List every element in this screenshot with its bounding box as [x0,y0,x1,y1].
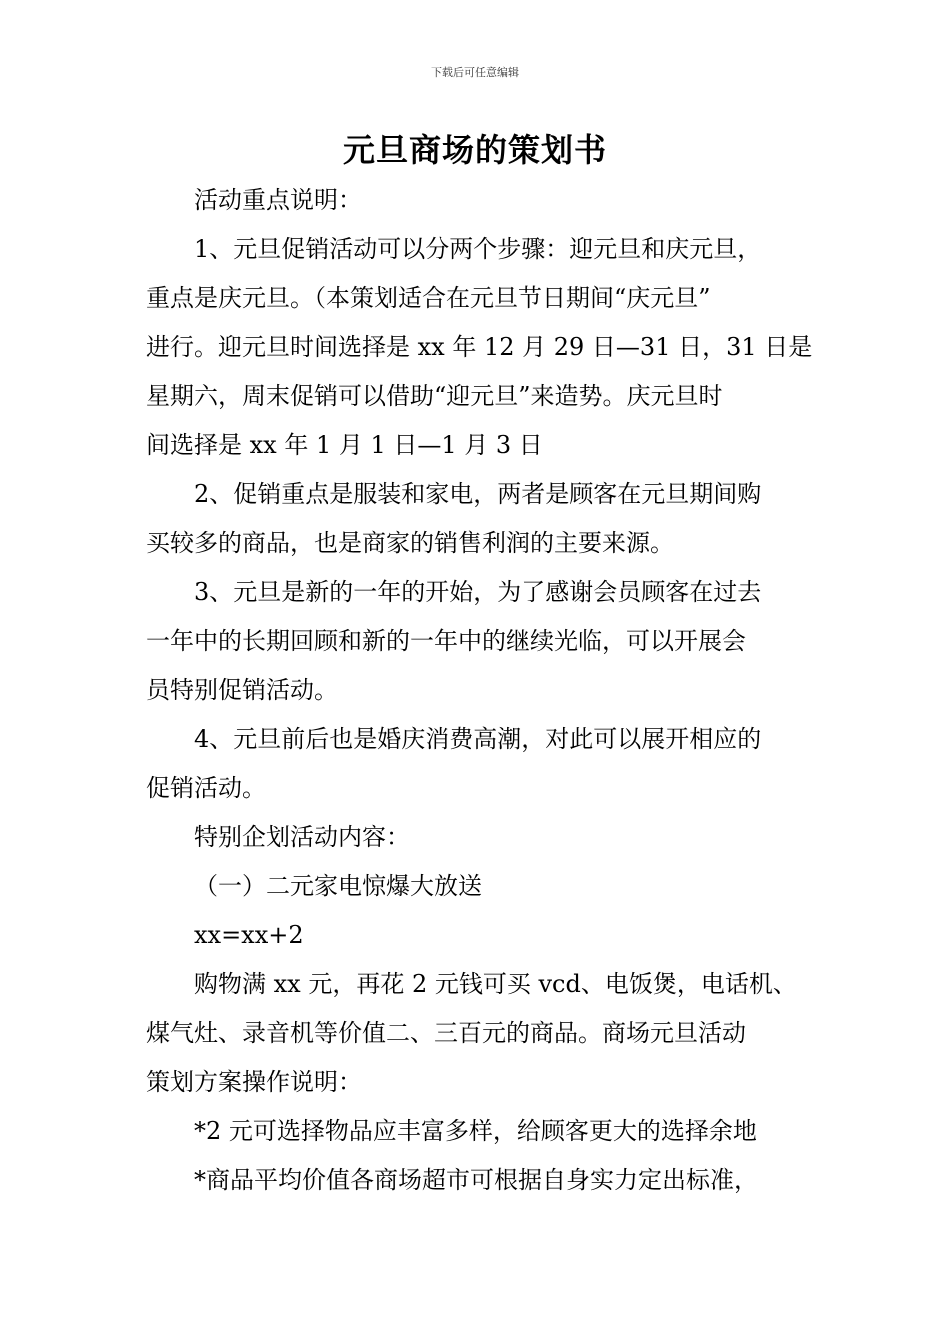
text-line: 星期六，周末促销可以借助“迎元旦”来造势。庆元旦时 [146,382,723,410]
paragraph-purchase-offer [146,960,810,1107]
text-line: *商品平均价值各商场超市可根据自身实力定出标准， [194,1166,758,1194]
paragraph-point-4 [146,715,810,813]
text-line: 一年中的长期回顾和新的一年中的继续光临，可以开展会 [146,627,746,655]
text-line: 2、促销重点是服装和家电，两者是顾客在元旦期间购 [194,480,762,508]
paragraph-heading-key-points [146,176,810,225]
text-line: 4、元旦前后也是婚庆消费高潮，对此可以展开相应的 [194,725,762,753]
paragraph-point-3 [146,568,810,715]
text-line: （一）二元家电惊爆大放送 [194,872,482,900]
text-line: 策划方案操作说明： [146,1068,362,1096]
text-line: 进行。迎元旦时间选择是 xx 年 12 月 29 日—31 日，31 日是 [146,333,813,361]
text-line: 买较多的商品，也是商家的销售利润的主要来源。 [146,529,674,557]
text-line: xx=xx+2 [194,921,304,949]
document-body [146,176,813,1205]
text-line: 1、元旦促销活动可以分两个步骤：迎元旦和庆元旦， [194,235,762,263]
text-line: 促销活动。 [146,774,266,802]
paragraph-note-2 [146,1156,810,1205]
text-line: 特别企划活动内容： [194,823,410,851]
paragraph-point-1 [146,225,813,470]
header-note: 下载后可任意编辑 [431,66,519,79]
text-line: 员特别促销活动。 [146,676,338,704]
paragraph-point-2 [146,470,810,568]
document-title: 元旦商场的策划书 [342,131,607,169]
paragraph-note-1 [146,1107,810,1156]
text-line: 3、元旦是新的一年的开始，为了感谢会员顾客在过去 [194,578,762,606]
paragraph-formula [146,911,810,960]
text-line: 重点是庆元旦。（本策划适合在元旦节日期间“庆元旦” [146,284,711,312]
text-line: 间选择是 xx 年 1 月 1 日—1 月 3 日 [146,431,543,459]
text-line: 活动重点说明： [194,186,362,214]
paragraph-subheading-1 [146,862,810,911]
text-line: 购物满 xx 元，再花 2 元钱可买 vcd、电饭煲，电话机、 [194,970,797,998]
text-line: 煤气灶、录音机等价值二、三百元的商品。商场元旦活动 [146,1019,746,1047]
text-line: *2 元可选择物品应丰富多样，给顾客更大的选择余地 [194,1117,757,1145]
paragraph-heading-special-events [146,813,810,862]
